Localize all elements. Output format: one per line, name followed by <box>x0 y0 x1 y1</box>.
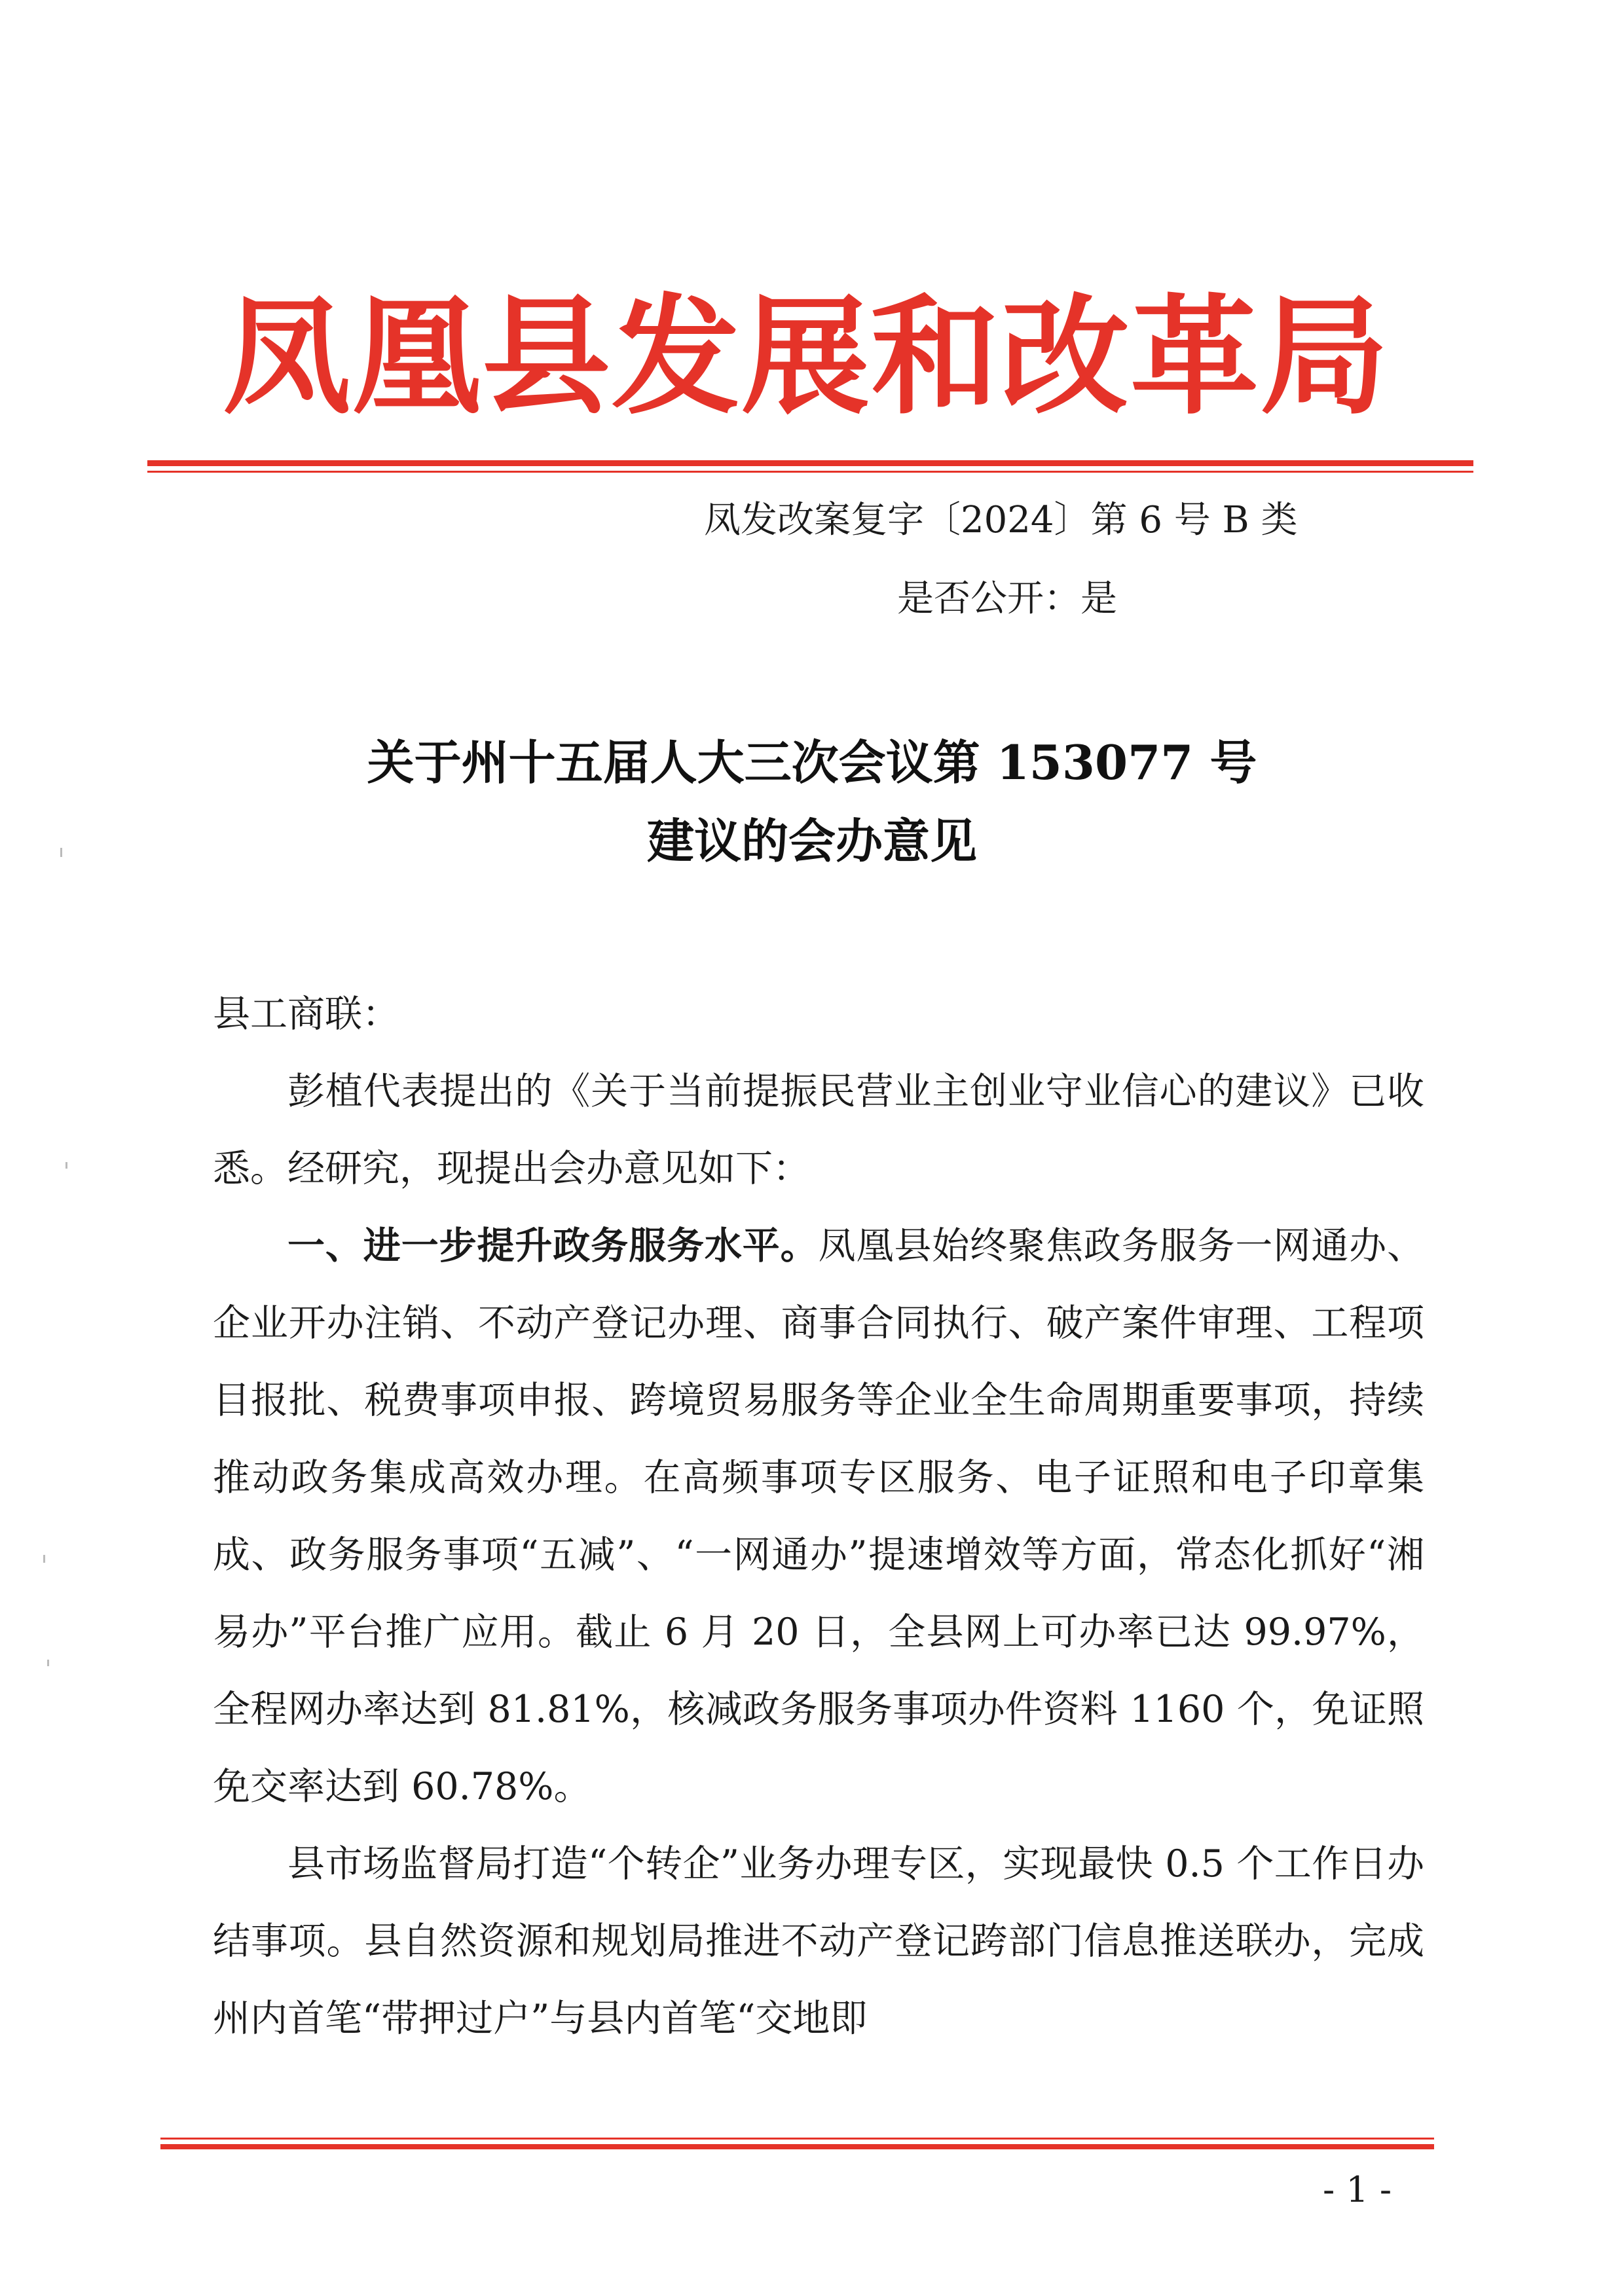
addressee: 县工商联： <box>213 993 399 1036</box>
section-1-paragraph <box>213 1207 1424 1825</box>
scan-speck <box>60 848 62 857</box>
footer-rule-thick <box>160 2144 1434 2149</box>
section-1-text: 凤凰县始终聚焦政务服务一网通办、企业开办注销、不动产登记办理、商事合同执行、破产案件审理、工程项目报批、税费事项申报、跨境贸易服务等企业全生命周期重要事项，持续推动政务集成高效办理。在高频事项专区服务、电子证照和电子印章集成、政务服务事项“五减”、“一网通办”提速增效等方面，常态化抓好“湘易办”平台推广应用。截止 6 月 20 日，全县网上可办率已达 99.97%，全程网办率达到 81.81%，核减政务服务事项办件资料 1160 个，免证照免交率达到 60.78%。 <box>213 1224 1425 1808</box>
paragraph-3: 县市场监督局打造“个转企”业务办理专区，实现最快 0.5 个工作日办结事项。县自然资源和规划局推进不动产登记跨部门信息推送联办，完成州内首笔“带押过户”与县内首笔“交地即 <box>213 1842 1424 2040</box>
scan-speck <box>43 1555 45 1563</box>
masthead-rule-thin <box>147 471 1473 473</box>
intro-paragraph: 彭植代表提出的《关于当前提振民营业主创业守业信心的建议》已收悉。经研究，现提出会办意见如下： <box>213 1070 1424 1190</box>
title-line-1: 关于州十五届人大三次会议第 153077 号 <box>367 735 1257 790</box>
document-body <box>213 975 1424 2057</box>
public-disclosure-label: 是否公开：是 <box>897 577 1117 620</box>
section-1-heading: 一、进一步提升政务服务水平。 <box>287 1224 819 1267</box>
document-number: 凤发改案复字〔2024〕第 6 号 B 类 <box>704 499 1298 541</box>
document-title <box>157 723 1467 881</box>
issuer-masthead: 凤凰县发展和改革局 <box>223 282 1390 432</box>
masthead-rule-thick <box>147 460 1473 466</box>
scan-speck <box>65 1162 67 1169</box>
scan-speck <box>47 1660 49 1666</box>
footer-rule-thin <box>160 2138 1434 2140</box>
title-line-2: 建议的会办意见 <box>646 813 977 869</box>
page-number: - 1 - <box>1323 2169 1392 2210</box>
